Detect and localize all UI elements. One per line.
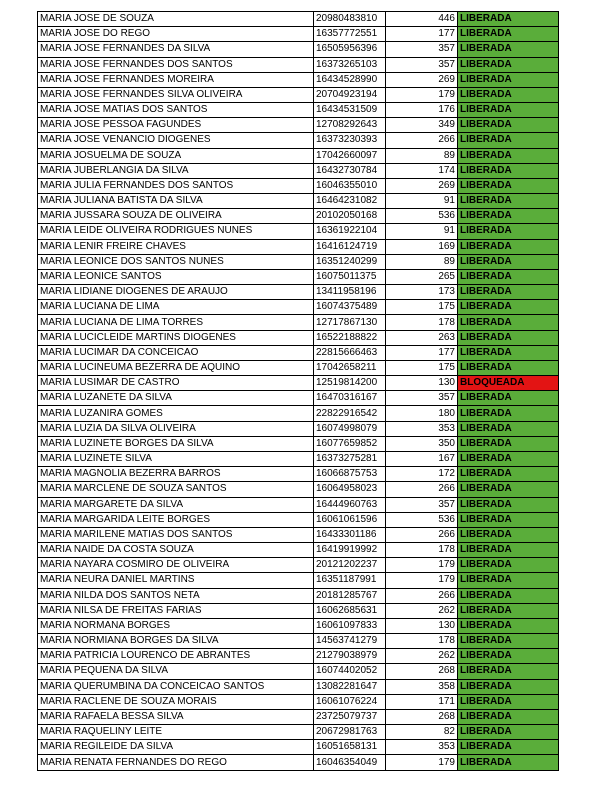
status-cell: LIBERADA: [458, 360, 559, 375]
value-cell: 266: [386, 527, 458, 542]
id-cell: 16432730784: [314, 163, 386, 178]
table-row: [38, 72, 559, 87]
table-row: [38, 163, 559, 178]
value-cell: 446: [386, 12, 458, 27]
id-cell: 16419919992: [314, 543, 386, 558]
status-cell: LIBERADA: [458, 391, 559, 406]
name-cell: MARIA LUCINEUMA BEZERRA DE AQUINO: [38, 360, 314, 375]
id-cell: 22822916542: [314, 406, 386, 421]
name-cell: MARIA JOSE MATIAS DOS SANTOS: [38, 103, 314, 118]
id-cell: 17042658211: [314, 360, 386, 375]
id-cell: 16074375489: [314, 300, 386, 315]
id-cell: 16433301186: [314, 527, 386, 542]
table-row: [38, 209, 559, 224]
table-row: [38, 285, 559, 300]
id-cell: 16373275281: [314, 451, 386, 466]
id-cell: 16064958023: [314, 482, 386, 497]
name-cell: MARIA LUCIANA DE LIMA: [38, 300, 314, 315]
value-cell: 263: [386, 330, 458, 345]
status-cell: LIBERADA: [458, 740, 559, 755]
status-cell: LIBERADA: [458, 482, 559, 497]
name-cell: MARIA MARGARIDA LEITE BORGES: [38, 512, 314, 527]
status-cell: LIBERADA: [458, 148, 559, 163]
table-row: [38, 269, 559, 284]
value-cell: 266: [386, 133, 458, 148]
value-cell: 269: [386, 72, 458, 87]
name-cell: MARIA LUZANETE DA SILVA: [38, 391, 314, 406]
table-row: [38, 330, 559, 345]
table-row: [38, 664, 559, 679]
status-cell: LIBERADA: [458, 315, 559, 330]
id-cell: 16373265103: [314, 57, 386, 72]
name-cell: MARIA MARILENE MATIAS DOS SANTOS: [38, 527, 314, 542]
table-row: [38, 254, 559, 269]
id-cell: 22815666463: [314, 345, 386, 360]
status-cell: BLOQUEADA: [458, 376, 559, 391]
status-cell: LIBERADA: [458, 345, 559, 360]
name-cell: MARIA NORMANA BORGES: [38, 618, 314, 633]
name-cell: MARIA LUSIMAR DE CASTRO: [38, 376, 314, 391]
id-cell: 20181285767: [314, 588, 386, 603]
id-cell: 12717867130: [314, 315, 386, 330]
value-cell: 177: [386, 345, 458, 360]
name-cell: MARIA MAGNOLIA BEZERRA BARROS: [38, 467, 314, 482]
status-cell: LIBERADA: [458, 573, 559, 588]
status-cell: LIBERADA: [458, 285, 559, 300]
table-row: [38, 725, 559, 740]
name-cell: MARIA LUZANIRA GOMES: [38, 406, 314, 421]
name-cell: MARIA QUERUMBINA DA CONCEICAO SANTOS: [38, 679, 314, 694]
id-cell: 16062685631: [314, 603, 386, 618]
name-cell: MARIA JOSE FERNANDES SILVA OLIVEIRA: [38, 87, 314, 102]
name-cell: MARIA NILSA DE FREITAS FARIAS: [38, 603, 314, 618]
status-cell: LIBERADA: [458, 755, 559, 770]
table-row: [38, 512, 559, 527]
value-cell: 350: [386, 436, 458, 451]
name-cell: MARIA NORMIANA BORGES DA SILVA: [38, 634, 314, 649]
status-cell: LIBERADA: [458, 269, 559, 284]
status-cell: LIBERADA: [458, 163, 559, 178]
name-cell: MARIA PEQUENA DA SILVA: [38, 664, 314, 679]
table-row: [38, 391, 559, 406]
status-cell: LIBERADA: [458, 512, 559, 527]
status-cell: LIBERADA: [458, 436, 559, 451]
name-cell: MARIA REGILEIDE DA SILVA: [38, 740, 314, 755]
name-cell: MARIA LUCIANA DE LIMA TORRES: [38, 315, 314, 330]
status-cell: LIBERADA: [458, 451, 559, 466]
table-row: [38, 740, 559, 755]
status-cell: LIBERADA: [458, 603, 559, 618]
id-cell: 16351187991: [314, 573, 386, 588]
name-cell: MARIA RAQUELINY LEITE: [38, 725, 314, 740]
id-cell: 20121202237: [314, 558, 386, 573]
value-cell: 178: [386, 315, 458, 330]
table-row: [38, 345, 559, 360]
table-body: [38, 12, 559, 771]
table-row: [38, 588, 559, 603]
status-cell: LIBERADA: [458, 527, 559, 542]
name-cell: MARIA LUZIA DA SILVA OLIVEIRA: [38, 421, 314, 436]
status-cell: LIBERADA: [458, 239, 559, 254]
status-cell: LIBERADA: [458, 634, 559, 649]
value-cell: 179: [386, 573, 458, 588]
table-row: [38, 133, 559, 148]
id-cell: 12519814200: [314, 376, 386, 391]
value-cell: 536: [386, 209, 458, 224]
value-cell: 173: [386, 285, 458, 300]
value-cell: 268: [386, 709, 458, 724]
status-cell: LIBERADA: [458, 679, 559, 694]
id-cell: 20980483810: [314, 12, 386, 27]
table-row: [38, 436, 559, 451]
value-cell: 178: [386, 543, 458, 558]
table-row: [38, 406, 559, 421]
name-cell: MARIA JOSUELMA DE SOUZA: [38, 148, 314, 163]
table-row: [38, 57, 559, 72]
table-row: [38, 27, 559, 42]
table-row: [38, 360, 559, 375]
name-cell: MARIA MARGARETE DA SILVA: [38, 497, 314, 512]
value-cell: 176: [386, 103, 458, 118]
name-cell: MARIA NILDA DOS SANTOS NETA: [38, 588, 314, 603]
id-cell: 16074402052: [314, 664, 386, 679]
value-cell: 89: [386, 254, 458, 269]
value-cell: 175: [386, 300, 458, 315]
table-row: [38, 543, 559, 558]
table-row: [38, 300, 559, 315]
table-row: [38, 421, 559, 436]
value-cell: 357: [386, 42, 458, 57]
id-cell: 16434531509: [314, 103, 386, 118]
status-cell: LIBERADA: [458, 330, 559, 345]
id-cell: 16077659852: [314, 436, 386, 451]
status-cell: LIBERADA: [458, 12, 559, 27]
id-cell: 16434528990: [314, 72, 386, 87]
status-cell: LIBERADA: [458, 27, 559, 42]
value-cell: 269: [386, 178, 458, 193]
table-row: [38, 497, 559, 512]
table-row: [38, 224, 559, 239]
value-cell: 353: [386, 421, 458, 436]
status-cell: LIBERADA: [458, 664, 559, 679]
name-cell: MARIA RACLENE DE SOUZA MORAIS: [38, 694, 314, 709]
id-cell: 16357772551: [314, 27, 386, 42]
table-row: [38, 634, 559, 649]
value-cell: 169: [386, 239, 458, 254]
id-cell: 16061061596: [314, 512, 386, 527]
value-cell: 91: [386, 224, 458, 239]
status-cell: LIBERADA: [458, 694, 559, 709]
name-cell: MARIA LEIDE OLIVEIRA RODRIGUES NUNES: [38, 224, 314, 239]
table-row: [38, 194, 559, 209]
name-cell: MARIA NAYARA COSMIRO DE OLIVEIRA: [38, 558, 314, 573]
table-row: [38, 42, 559, 57]
name-cell: MARIA LUCICLEIDE MARTINS DIOGENES: [38, 330, 314, 345]
table-row: [38, 527, 559, 542]
value-cell: 349: [386, 118, 458, 133]
id-cell: 16351240299: [314, 254, 386, 269]
id-cell: 23725079737: [314, 709, 386, 724]
id-cell: 16505956396: [314, 42, 386, 57]
id-cell: 16470316167: [314, 391, 386, 406]
status-cell: LIBERADA: [458, 42, 559, 57]
value-cell: 357: [386, 57, 458, 72]
status-cell: LIBERADA: [458, 725, 559, 740]
name-cell: MARIA LEONICE DOS SANTOS NUNES: [38, 254, 314, 269]
name-cell: MARIA LENIR FREIRE CHAVES: [38, 239, 314, 254]
value-cell: 353: [386, 740, 458, 755]
id-cell: 12708292643: [314, 118, 386, 133]
status-cell: LIBERADA: [458, 558, 559, 573]
id-cell: 13082281647: [314, 679, 386, 694]
status-cell: LIBERADA: [458, 178, 559, 193]
value-cell: 268: [386, 664, 458, 679]
value-cell: 175: [386, 360, 458, 375]
value-cell: 89: [386, 148, 458, 163]
name-cell: MARIA LUZINETE BORGES DA SILVA: [38, 436, 314, 451]
name-cell: MARIA LEONICE SANTOS: [38, 269, 314, 284]
table-row: [38, 618, 559, 633]
value-cell: 91: [386, 194, 458, 209]
name-cell: MARIA JOSE DO REGO: [38, 27, 314, 42]
table-row: [38, 12, 559, 27]
status-cell: LIBERADA: [458, 57, 559, 72]
id-cell: 16074998079: [314, 421, 386, 436]
id-cell: 20102050168: [314, 209, 386, 224]
id-cell: 20672981763: [314, 725, 386, 740]
status-cell: LIBERADA: [458, 497, 559, 512]
id-cell: 16361922104: [314, 224, 386, 239]
table-row: [38, 679, 559, 694]
table-row: [38, 649, 559, 664]
id-cell: 16373230393: [314, 133, 386, 148]
name-cell: MARIA JOSE FERNANDES DOS SANTOS: [38, 57, 314, 72]
value-cell: 357: [386, 391, 458, 406]
value-cell: 177: [386, 27, 458, 42]
value-cell: 179: [386, 755, 458, 770]
value-cell: 358: [386, 679, 458, 694]
status-cell: LIBERADA: [458, 467, 559, 482]
id-cell: 16444960763: [314, 497, 386, 512]
name-cell: MARIA JOSE FERNANDES MOREIRA: [38, 72, 314, 87]
value-cell: 171: [386, 694, 458, 709]
table-row: [38, 451, 559, 466]
id-cell: 17042660097: [314, 148, 386, 163]
value-cell: 130: [386, 376, 458, 391]
table-row: [38, 603, 559, 618]
status-cell: LIBERADA: [458, 543, 559, 558]
table-row: [38, 87, 559, 102]
value-cell: 167: [386, 451, 458, 466]
status-cell: LIBERADA: [458, 133, 559, 148]
value-cell: 536: [386, 512, 458, 527]
table-row: [38, 467, 559, 482]
id-cell: 16416124719: [314, 239, 386, 254]
value-cell: 172: [386, 467, 458, 482]
status-cell: LIBERADA: [458, 103, 559, 118]
value-cell: 266: [386, 482, 458, 497]
table-row: [38, 239, 559, 254]
status-cell: LIBERADA: [458, 87, 559, 102]
name-cell: MARIA NEURA DANIEL MARTINS: [38, 573, 314, 588]
id-cell: 16464231082: [314, 194, 386, 209]
name-cell: MARIA JULIA FERNANDES DOS SANTOS: [38, 178, 314, 193]
name-cell: MARIA JOSE PESSOA FAGUNDES: [38, 118, 314, 133]
status-cell: LIBERADA: [458, 224, 559, 239]
value-cell: 262: [386, 603, 458, 618]
status-cell: LIBERADA: [458, 406, 559, 421]
status-cell: LIBERADA: [458, 118, 559, 133]
status-cell: LIBERADA: [458, 709, 559, 724]
name-cell: MARIA JUSSARA SOUZA DE OLIVEIRA: [38, 209, 314, 224]
name-cell: MARIA LUCIMAR DA CONCEICAO: [38, 345, 314, 360]
value-cell: 82: [386, 725, 458, 740]
status-cell: LIBERADA: [458, 254, 559, 269]
name-cell: MARIA NAIDE DA COSTA SOUZA: [38, 543, 314, 558]
name-cell: MARIA JULIANA BATISTA DA SILVA: [38, 194, 314, 209]
value-cell: 357: [386, 497, 458, 512]
table-row: [38, 709, 559, 724]
name-cell: MARIA LUZINETE SILVA: [38, 451, 314, 466]
table-row: [38, 755, 559, 770]
name-cell: MARIA JUBERLANGIA DA SILVA: [38, 163, 314, 178]
id-cell: 16046354049: [314, 755, 386, 770]
value-cell: 179: [386, 87, 458, 102]
id-cell: 20704923194: [314, 87, 386, 102]
table-row: [38, 558, 559, 573]
table-row: [38, 376, 559, 391]
status-cell: LIBERADA: [458, 588, 559, 603]
status-cell: LIBERADA: [458, 421, 559, 436]
value-cell: 130: [386, 618, 458, 633]
table-row: [38, 573, 559, 588]
name-cell: MARIA LIDIANE DIOGENES DE ARAUJO: [38, 285, 314, 300]
table-row: [38, 148, 559, 163]
id-cell: 16066875753: [314, 467, 386, 482]
id-cell: 16061097833: [314, 618, 386, 633]
value-cell: 262: [386, 649, 458, 664]
table-row: [38, 118, 559, 133]
value-cell: 178: [386, 634, 458, 649]
id-cell: 16051658131: [314, 740, 386, 755]
status-cell: LIBERADA: [458, 194, 559, 209]
name-cell: MARIA PATRICIA LOURENCO DE ABRANTES: [38, 649, 314, 664]
name-cell: MARIA JOSE VENANCIO DIOGENES: [38, 133, 314, 148]
id-cell: 16522188822: [314, 330, 386, 345]
status-cell: LIBERADA: [458, 618, 559, 633]
table-row: [38, 103, 559, 118]
value-cell: 179: [386, 558, 458, 573]
value-cell: 266: [386, 588, 458, 603]
id-cell: 16061076224: [314, 694, 386, 709]
name-cell: MARIA RAFAELA BESSA SILVA: [38, 709, 314, 724]
name-cell: MARIA JOSE DE SOUZA: [38, 12, 314, 27]
table-row: [38, 482, 559, 497]
id-cell: 21279038979: [314, 649, 386, 664]
beneficiary-table: [37, 11, 559, 771]
value-cell: 174: [386, 163, 458, 178]
status-cell: LIBERADA: [458, 209, 559, 224]
id-cell: 16075011375: [314, 269, 386, 284]
id-cell: 16046355010: [314, 178, 386, 193]
value-cell: 265: [386, 269, 458, 284]
status-cell: LIBERADA: [458, 72, 559, 87]
value-cell: 180: [386, 406, 458, 421]
id-cell: 14563741279: [314, 634, 386, 649]
table-row: [38, 178, 559, 193]
status-cell: LIBERADA: [458, 300, 559, 315]
name-cell: MARIA JOSE FERNANDES DA SILVA: [38, 42, 314, 57]
name-cell: MARIA RENATA FERNANDES DO REGO: [38, 755, 314, 770]
id-cell: 13411958196: [314, 285, 386, 300]
table-row: [38, 315, 559, 330]
name-cell: MARIA MARCLENE DE SOUZA SANTOS: [38, 482, 314, 497]
table-row: [38, 694, 559, 709]
status-cell: LIBERADA: [458, 649, 559, 664]
